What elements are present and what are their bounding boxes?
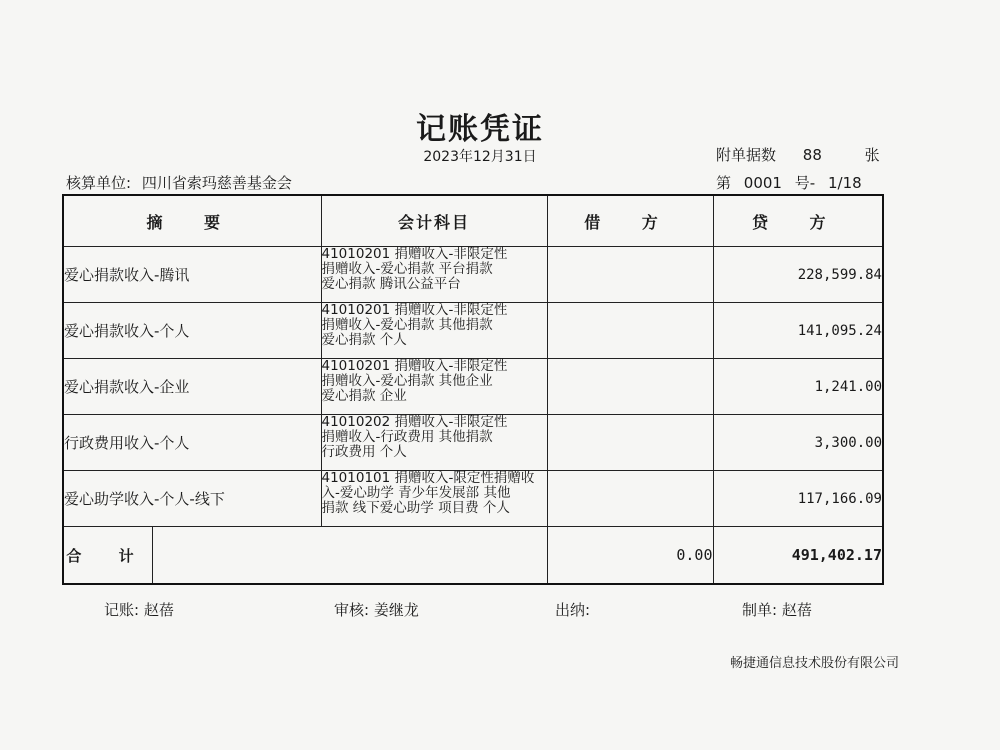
row-summary: 爱心捐款收入-腾讯 xyxy=(63,247,321,303)
row-summary: 爱心捐款收入-个人 xyxy=(63,303,321,359)
account-line: 爱心捐款 企业 xyxy=(321,388,407,404)
attachments-number: 88 xyxy=(802,146,822,164)
account-line: 捐赠收入-行政费用 其他捐款 xyxy=(321,429,493,445)
voucher-no-mid: 号- xyxy=(794,174,816,192)
total-debit: 0.00 xyxy=(547,527,713,585)
voucher-number xyxy=(716,172,862,193)
row-credit: 3,300.00 xyxy=(713,415,883,471)
table-row xyxy=(63,359,883,415)
row-credit: 1,241.00 xyxy=(713,359,883,415)
table-header xyxy=(63,195,883,247)
preparer-signature: 制单: 赵蓓 xyxy=(742,601,812,619)
table-row xyxy=(63,415,883,471)
total-credit: 491,402.17 xyxy=(713,527,883,585)
entity-name: 四川省索玛慈善基金会 xyxy=(141,174,292,192)
cashier-signature: 出纳: xyxy=(555,601,591,619)
voucher-title: 记账凭证 xyxy=(416,112,544,147)
voucher-table xyxy=(62,194,884,585)
voucher-date: 2023年12月31日 xyxy=(423,149,537,165)
col-debit: 借 方 xyxy=(547,195,713,247)
row-credit: 141,095.24 xyxy=(713,303,883,359)
row-credit: 117,166.09 xyxy=(713,471,883,527)
row-debit xyxy=(547,303,713,359)
account-line: 41010201 捐赠收入-非限定性 xyxy=(321,246,508,262)
account-line: 41010201 捐赠收入-非限定性 xyxy=(321,358,508,374)
account-line: 捐赠收入-爱心捐款 平台捐款 xyxy=(321,261,493,277)
row-debit xyxy=(547,247,713,303)
table-row xyxy=(63,247,883,303)
account-line: 行政费用 个人 xyxy=(321,444,407,460)
accounting-entity xyxy=(66,172,292,193)
total-row xyxy=(63,527,883,585)
row-account xyxy=(321,415,547,471)
account-line: 入-爱心助学 青少年发展部 其他 xyxy=(321,485,511,501)
total-label-cell xyxy=(63,527,547,585)
table-row xyxy=(63,303,883,359)
row-summary: 行政费用收入-个人 xyxy=(63,415,321,471)
account-line: 爱心捐款 个人 xyxy=(321,332,407,348)
row-account xyxy=(321,247,547,303)
account-line: 爱心捐款 腾讯公益平台 xyxy=(321,276,461,292)
attachments-label: 附单据数 xyxy=(716,146,777,164)
account-line: 捐赠收入-爱心捐款 其他企业 xyxy=(321,373,493,389)
row-summary: 爱心捐款收入-企业 xyxy=(63,359,321,415)
col-account: 会计科目 xyxy=(321,195,547,247)
voucher-no-page: 1/18 xyxy=(827,174,862,192)
table-row xyxy=(63,471,883,527)
reviewer-signature: 审核: 姜继龙 xyxy=(334,601,419,619)
row-account xyxy=(321,303,547,359)
attachments-unit: 张 xyxy=(864,146,880,164)
bookkeeper-signature: 记账: 赵蓓 xyxy=(104,601,174,619)
row-account xyxy=(321,471,547,527)
account-line: 41010101 捐赠收入-限定性捐赠收 xyxy=(321,470,535,486)
attachments-count xyxy=(716,144,880,165)
row-summary: 爱心助学收入-个人-线下 xyxy=(63,471,321,527)
account-line: 捐款 线下爱心助学 项目费 个人 xyxy=(321,500,510,516)
total-label: 合 计 xyxy=(64,527,153,583)
entity-label: 核算单位: xyxy=(66,174,132,192)
row-debit xyxy=(547,471,713,527)
row-credit: 228,599.84 xyxy=(713,247,883,303)
col-credit: 贷 方 xyxy=(713,195,883,247)
software-company: 畅捷通信息技术股份有限公司 xyxy=(730,656,900,671)
col-summary: 摘 要 xyxy=(63,195,321,247)
voucher-no-number: 0001 xyxy=(743,174,782,192)
row-debit xyxy=(547,359,713,415)
account-line: 41010201 捐赠收入-非限定性 xyxy=(321,302,508,318)
row-debit xyxy=(547,415,713,471)
voucher-no-prefix: 第 xyxy=(716,174,732,192)
row-account xyxy=(321,359,547,415)
account-line: 41010202 捐赠收入-非限定性 xyxy=(321,414,508,430)
account-line: 捐赠收入-爱心捐款 其他捐款 xyxy=(321,317,493,333)
